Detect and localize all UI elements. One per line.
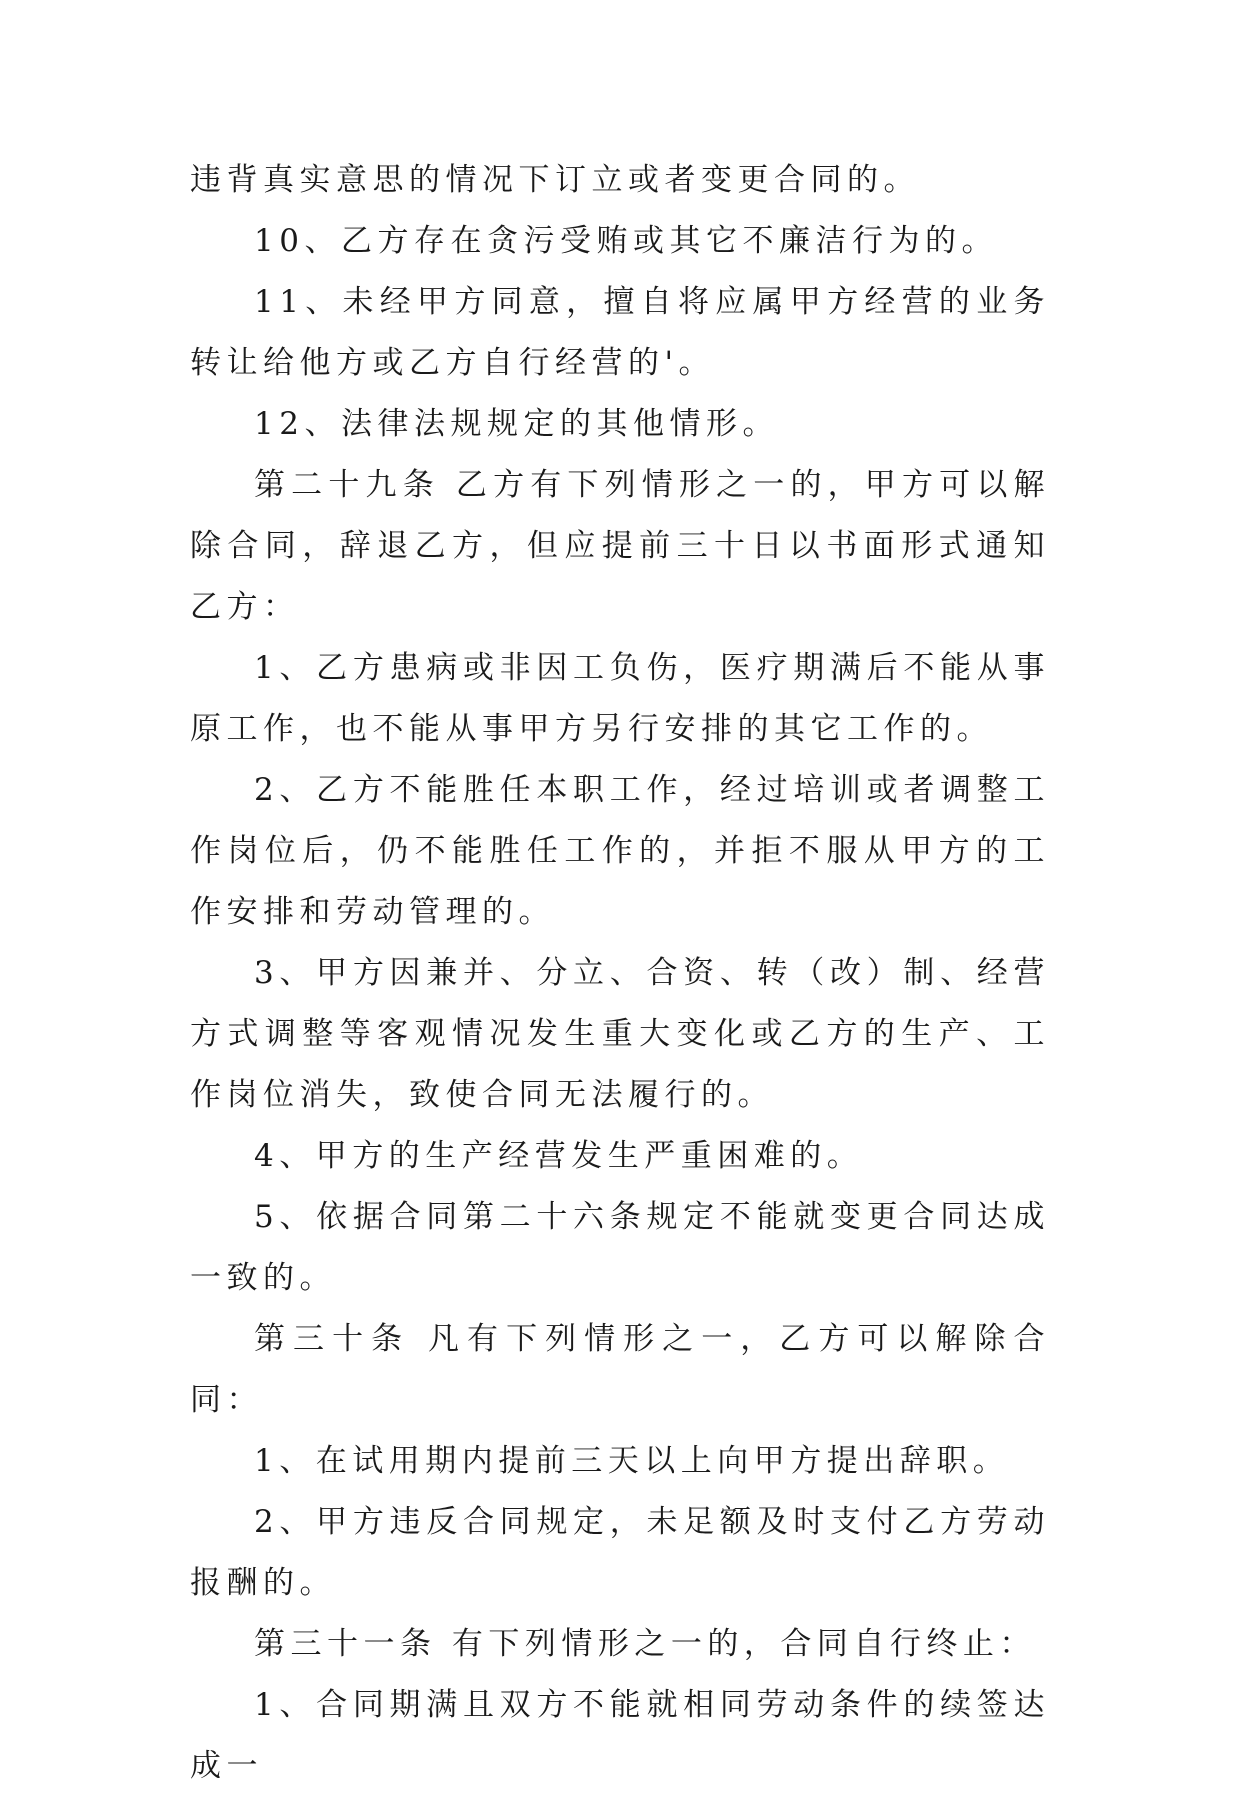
paragraph: 3、甲方因兼并、分立、合资、转（改）制、经营方式调整等客观情况发生重大变化或乙方的生产、工作岗位消失，致使合同无法履行的。	[190, 955, 1050, 1113]
paragraph: 2、乙方不能胜任本职工作，经过培训或者调整工作岗位后，仍不能胜任工作的，并拒不服从甲方的工作安排和劳动管理的。	[190, 772, 1050, 930]
paragraph: 11、未经甲方同意，擅自将应属甲方经营的业务转让给他方或乙方自行经营的'。	[190, 284, 1050, 381]
paragraph: 12、法律法规规定的其他情形。	[254, 406, 779, 442]
paragraph: 1、乙方患病或非因工负伤，医疗期满后不能从事原工作，也不能从事甲方另行安排的其它工作的。	[190, 650, 1050, 747]
paragraph: 1、合同期满且双方不能就相同劳动条件的续签达成一	[190, 1687, 1050, 1784]
article-heading-30: 第三十条 凡有下列情形之一，乙方可以解除合同：	[190, 1321, 1050, 1418]
paragraph: 4、甲方的生产经营发生严重困难的。	[254, 1138, 864, 1174]
document-body	[190, 150, 1050, 1797]
paragraph: 1、在试用期内提前三天以上向甲方提出辞职。	[254, 1443, 1010, 1479]
article-heading-31: 第三十一条 有下列情形之一的，合同自行终止：	[254, 1626, 1036, 1662]
paragraph: 5、依据合同第二十六条规定不能就变更合同达成一致的。	[190, 1199, 1050, 1296]
paragraph: 2、甲方违反合同规定，未足额及时支付乙方劳动报酬的。	[190, 1504, 1050, 1601]
paragraph: 10、乙方存在贪污受贿或其它不廉洁行为的。	[254, 223, 998, 259]
article-heading-29: 第二十九条 乙方有下列情形之一的，甲方可以解除合同，辞退乙方，但应提前三十日以书面形式通知乙方：	[190, 467, 1050, 625]
paragraph: 违背真实意思的情况下订立或者变更合同的。	[190, 162, 920, 198]
